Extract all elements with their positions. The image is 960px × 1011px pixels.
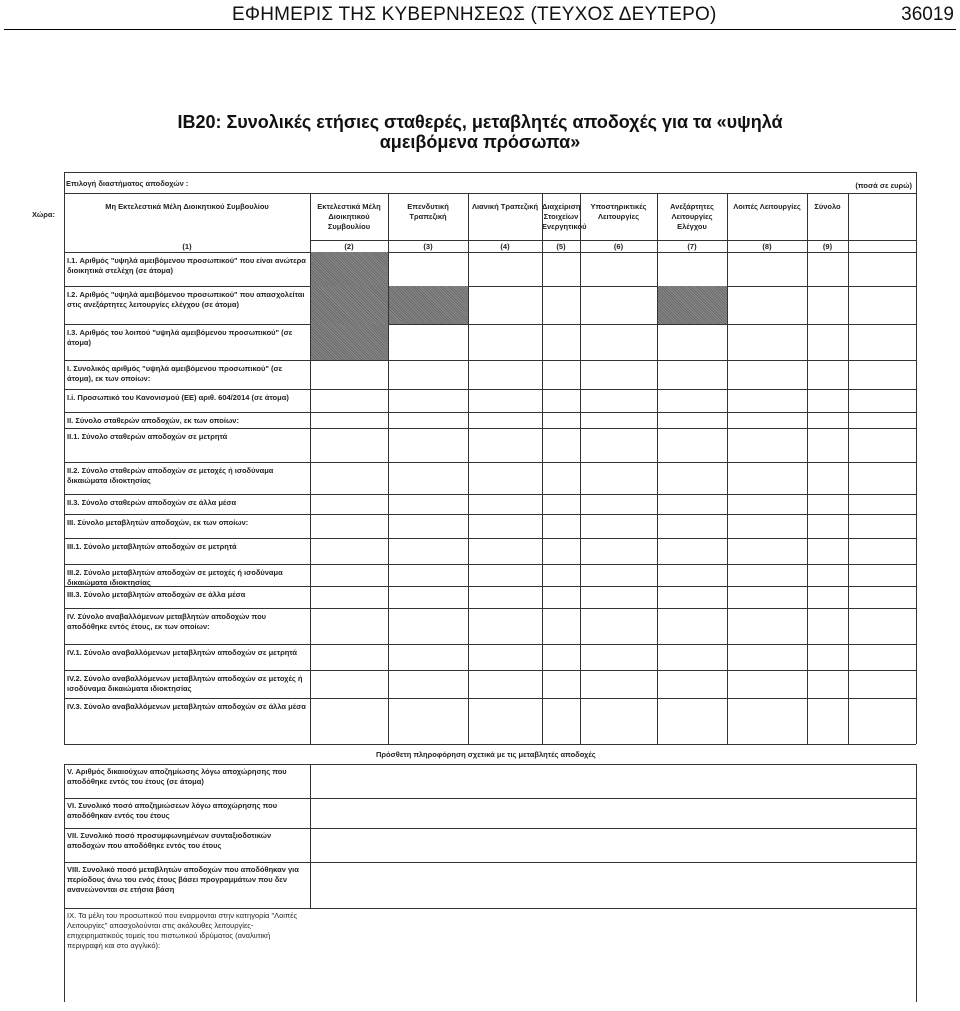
additional-row-border — [64, 862, 916, 863]
numbers-row-bottom — [64, 252, 916, 253]
additional-row-label-1: V. Αριθμός δικαιούχων αποζημίωσης λόγω αποχώρησης που αποδόθηκε εντός του έτους (σε άτομα) — [67, 767, 287, 786]
row-label-14: IV. Σύνολο αναβαλλόμενων μεταβλητών αποδοχών που αποδόθηκε εντός έτους, εκ των οποίων: — [67, 612, 267, 631]
column-number-9: (9) — [822, 242, 833, 251]
row-label-13: III.3. Σύνολο μεταβλητών αποδοχών σε άλλα μέσα — [67, 590, 246, 599]
row-border — [64, 538, 916, 539]
document-title-line-2: αμειβόμενα πρόσωπα» — [379, 132, 581, 152]
row-border — [64, 360, 916, 361]
column-header-7: Ανεξάρτητες Λειτουργίες Ελέγχου — [670, 202, 714, 231]
column-header-bottom — [310, 240, 916, 241]
row-border — [64, 462, 916, 463]
column-divider — [848, 193, 849, 744]
additional-row-border — [64, 908, 916, 909]
additional-row-label-3: VII. Συνολικό ποσό προσυμφωνημένων συνταξιοδοτικών αποδοχών που αποδόθηκε εντός του έτους — [67, 831, 272, 850]
gazette-title: ΕΦΗΜΕΡΙΣ ΤΗΣ ΚΥΒΕΡΝΗΣΕΩΣ (ΤΕΥΧΟΣ ΔΕΥΤΕΡΟ) — [232, 4, 717, 25]
additional-row-border — [64, 828, 916, 829]
row-label-2: I.2. Αριθμός "υψηλά αμειβόμενου προσωπικού" που απασχολείται στις ανεξάρτητες λειτουργίες ελέγχου (σε άτομα) — [67, 290, 305, 309]
row-border — [64, 412, 916, 413]
row-border — [64, 670, 916, 671]
column-header-6: Υποστηρικτικές Λειτουργίες — [590, 202, 647, 221]
column-header-2: Εκτελεστικά Μέλη Διοικητικού Συμβουλίου — [317, 202, 381, 231]
form-top-border — [64, 172, 916, 173]
row-label-6: II. Σύνολο σταθερών αποδοχών, εκ των οποίων: — [67, 416, 239, 425]
additional-column-divider — [310, 764, 311, 908]
country-label: Χώρα: — [32, 210, 55, 219]
row-label-1: I.1. Αριθμός "υψηλά αμειβόμενου προσωπικού" που είναι ανώτερα διοικητικά στελέχη (σε άτομα) — [67, 256, 306, 275]
column-number-1: (1) — [182, 242, 192, 251]
row-border — [64, 564, 916, 565]
row-label-4: I. Συνολικός αριθμός "υψηλά αμειβόμενου προσωπικού" (σε άτομα), εκ των οποίων: — [67, 364, 283, 383]
shaded-cell — [310, 252, 388, 286]
column-divider — [468, 193, 469, 744]
additional-row-label-2: VI. Συνολικό ποσό αποζημιώσεων λόγω αποχώρησης που αποδόθηκαν εντός του έτους — [67, 801, 278, 820]
form-right-top-border — [916, 172, 917, 193]
shaded-cell — [310, 286, 468, 324]
column-divider — [807, 193, 808, 744]
row-border — [64, 494, 916, 495]
row-label-7: II.1. Σύνολο σταθερών αποδοχών σε μετρητά — [67, 432, 228, 441]
column-divider — [916, 193, 917, 744]
page-number: 36019 — [901, 4, 954, 25]
page-header — [0, 0, 960, 30]
column-number-8: (8) — [762, 242, 772, 251]
column-divider — [580, 193, 581, 744]
shaded-cell — [310, 324, 388, 360]
column-header-5: Διαχείριση Στοιχείων Ενεργητικού — [542, 202, 587, 231]
column-number-7: (7) — [687, 242, 697, 251]
column-number-2: (2) — [344, 242, 354, 251]
additional-row-border — [64, 798, 916, 799]
row-border — [64, 514, 916, 515]
row-border — [64, 644, 916, 645]
column-header-1: Μη Εκτελεστικά Μέλη Διοικητικού Συμβουλίου — [105, 202, 269, 211]
row-border — [64, 698, 916, 699]
form-right-border — [916, 764, 917, 1002]
column-header-9: Σύνολο — [814, 202, 841, 211]
row-border — [64, 428, 916, 429]
row-border — [64, 389, 916, 390]
column-number-5: (5) — [556, 242, 566, 251]
column-header-3: Επενδυτική Τραπεζική — [407, 202, 449, 221]
column-header-8: Λοιπές Λειτουργίες — [733, 202, 801, 211]
row-label-11: III.1. Σύνολο μεταβλητών αποδοχών σε μετρητά — [67, 542, 237, 551]
column-divider — [310, 193, 311, 744]
document-title — [40, 112, 920, 152]
row-border — [64, 324, 916, 325]
header-row-border — [64, 193, 916, 194]
row-border — [64, 286, 916, 287]
remuneration-policy-label: Επιλογή διαστήματος αποδοχών : — [66, 179, 189, 188]
remuneration-form — [32, 172, 916, 1002]
row-label-9: II.3. Σύνολο σταθερών αποδοχών σε άλλα μέσα — [67, 498, 237, 507]
additional-info-header: Πρόσθετη πληροφόρηση σχετικά με τις μεταβλητές αποδοχές — [376, 750, 596, 759]
header-divider — [4, 29, 956, 30]
row-label-10: III. Σύνολο μεταβλητών αποδοχών, εκ των οποίων: — [67, 518, 249, 527]
row-border — [64, 586, 916, 587]
row-label-8: II.2. Σύνολο σταθερών αποδοχών σε μετοχές ή ισοδύναμα δικαιώματα ιδιοκτησίας — [67, 466, 274, 485]
form-left-top-border — [64, 172, 65, 193]
row-border — [64, 608, 916, 609]
document-title-line-1: IB20: Συνολικές ετήσιες σταθερές, μεταβλητές αποδοχές για τα «υψηλά — [177, 112, 783, 132]
column-number-3: (3) — [423, 242, 433, 251]
column-divider — [388, 193, 389, 744]
additional-row-label-4: VIII. Συνολικό ποσό μεταβλητών αποδοχών που αποδόθηκαν για περίοδους άνω του ενός έτους βάσει προγραμμάτων που δεν ανανεώνονται σε ετήσια βάση — [67, 865, 299, 894]
amounts-note: (ποσά σε ευρώ) — [855, 181, 912, 190]
additional-header-bottom — [64, 764, 916, 765]
row-border — [64, 744, 916, 745]
row-label-3: I.3. Αριθμός του λοιπού "υψηλά αμειβόμενου προσωπικού" (σε άτομα) — [67, 328, 293, 347]
row-label-17: IV.3. Σύνολο αναβαλλόμενων μεταβλητών αποδοχών σε άλλα μέσα — [67, 702, 306, 711]
row-label-15: IV.1. Σύνολο αναβαλλόμενων μεταβλητών αποδοχών σε μετρητά — [67, 648, 298, 657]
row-label-12: III.2. Σύνολο μεταβλητών αποδοχών σε μετοχές ή ισοδύναμα δικαιώματα ιδιοκτησίας — [67, 568, 283, 587]
form-left-border — [64, 764, 65, 1002]
column-divider — [64, 193, 65, 744]
column-divider — [657, 193, 658, 744]
row-label-16: IV.2. Σύνολο αναβαλλόμενων μεταβλητών αποδοχών σε μετοχές ή ισοδύναμα δικαιώματα ιδιοκτησίας — [67, 674, 303, 693]
column-divider — [542, 193, 543, 744]
shaded-cell — [657, 286, 727, 324]
column-header-4: Λιανική Τραπεζική — [471, 202, 539, 211]
column-divider — [727, 193, 728, 744]
column-number-6: (6) — [613, 242, 624, 251]
row-label-5: I.i. Προσωπικό του Κανονισμού (ΕΕ) αριθ. 604/2014 (σε άτομα) — [67, 393, 289, 402]
column-number-4: (4) — [500, 242, 510, 251]
additional-row-label-5: IX. Τα μέλη του προσωπικού που εναρμονται στην κατηγορία "Λοιπές Λειτουργίες" απασχολούνται στις ακόλουθες λειτουργίες-επιχειρηματικούς τομείς του πιστωτικού ιδρύματος (αναλυτική περιγραφή και στο αγγλικό): — [67, 911, 298, 950]
